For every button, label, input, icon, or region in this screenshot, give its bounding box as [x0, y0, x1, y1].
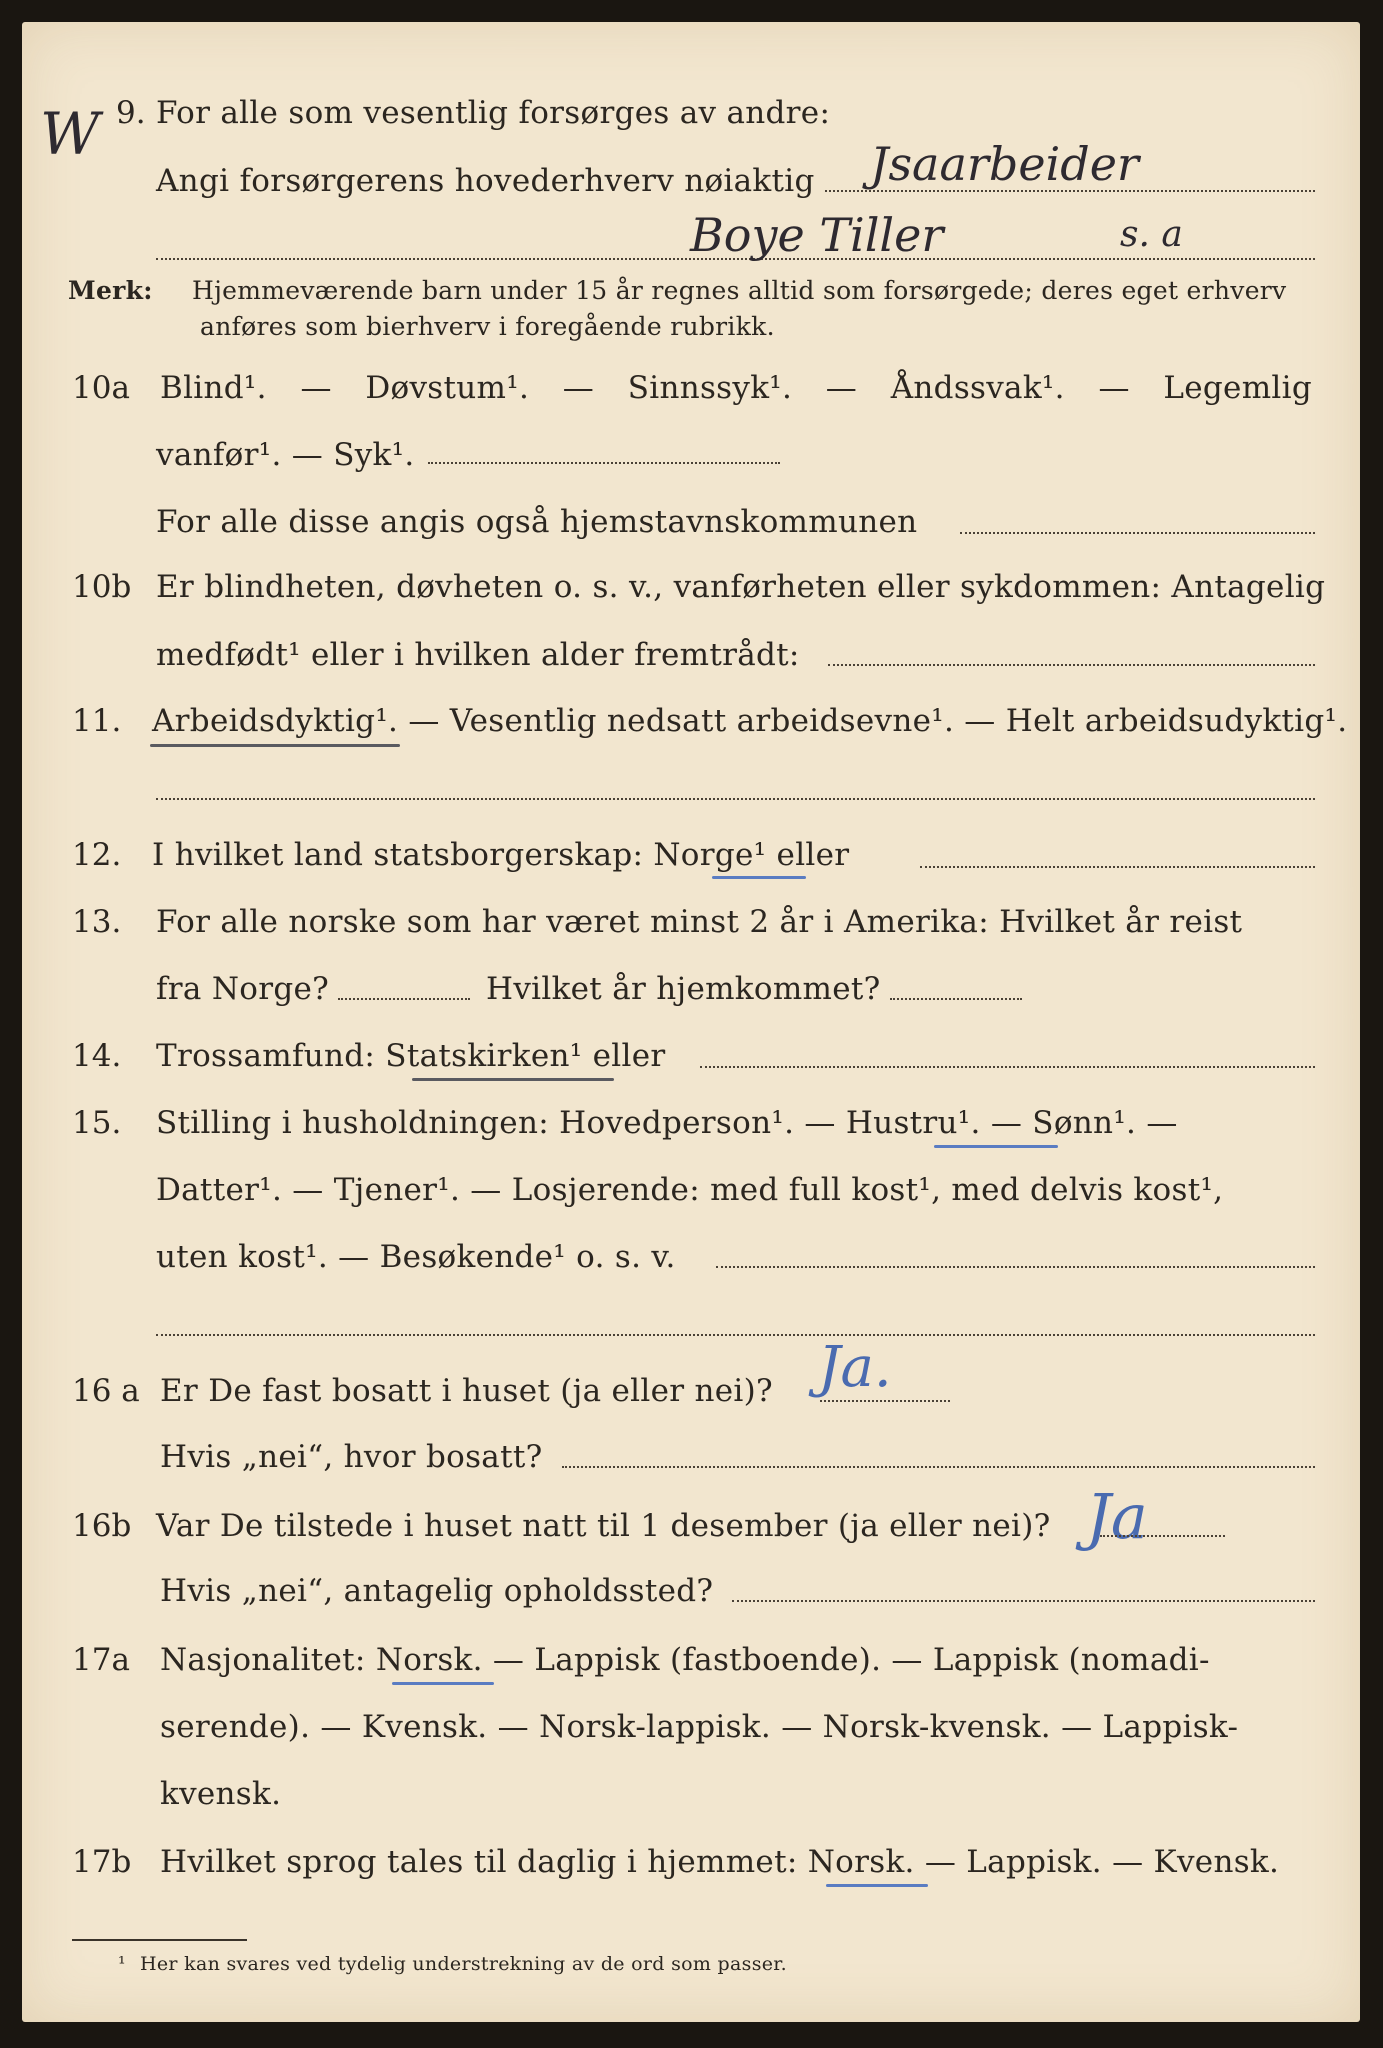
item-10a-number: 10a [72, 370, 130, 406]
item-12-answer-field[interactable] [920, 866, 1315, 868]
option-blind[interactable]: Blind¹. [160, 370, 267, 406]
item-11-answer-field[interactable] [156, 798, 1315, 800]
item-11-selection-underline [150, 744, 400, 747]
item-12-number: 12. [72, 837, 122, 873]
footnote-text: Her kan svares ved tydelig understrekning av de ord som passer. [140, 1953, 787, 1975]
item-10b-line2: medfødt¹ eller i hvilken alder fremtrådt: [156, 637, 800, 673]
item-16b-line2: Hvis „nei“, antagelig opholdssted? [160, 1573, 714, 1609]
item-11-number: 11. [72, 703, 122, 739]
item-17b-question: Hvilket sprog tales til daglig i hjemmet: Norsk. — Lappisk. — Kvensk. [160, 1844, 1280, 1880]
item-14-question: Trossamfund: Statskirken¹ eller [156, 1038, 666, 1074]
item-13-hjemkommet-label: Hvilket år hjemkommet? [486, 971, 881, 1007]
item-9-handwritten-provider: Boye Tiller [690, 208, 944, 262]
item-14-answer-field[interactable] [700, 1066, 1315, 1068]
note-text-line1: Hjemmeværende barn under 15 år regnes alltid som forsørgede; deres eget erhverv [192, 276, 1287, 305]
item-13-hjemkommet-field[interactable] [890, 998, 1022, 1000]
item-16a-handwritten-answer: Ja. [818, 1335, 892, 1400]
item-15-answer-field-2[interactable] [156, 1334, 1315, 1336]
item-17a-line2: serende). — Kvensk. — Norsk-lappisk. — Norsk-kvensk. — Lappisk- [160, 1709, 1239, 1745]
item-12-question: I hvilket land statsborgerskap: Norge¹ eller [152, 837, 850, 873]
item-10b-answer-field[interactable] [828, 664, 1315, 666]
item-10a-hometown-field[interactable] [960, 532, 1315, 534]
item-16b-location-field[interactable] [732, 1600, 1315, 1602]
item-10a-options-line2: vanfør¹. — Syk¹. [156, 437, 415, 473]
option-sinnssyk[interactable]: Sinnssyk¹. [627, 370, 793, 406]
option-dovstum[interactable]: Døvstum¹. [365, 370, 530, 406]
item-12-selection-underline [712, 876, 806, 879]
item-13-line1: For alle norske som har været minst 2 år i Amerika: Hvilket år reist [156, 904, 1243, 940]
item-9-number: 9. [116, 95, 146, 131]
item-17b-number: 17b [72, 1844, 132, 1880]
item-15-line1: Stilling i husholdningen: Hovedperson¹. — Hustru¹. — Sønn¹. — [156, 1105, 1178, 1141]
item-16a-number: 16 a [72, 1373, 140, 1409]
item-15-answer-field[interactable] [716, 1266, 1315, 1268]
item-17b-selection-underline [826, 1884, 928, 1887]
item-10a-options-line1 [160, 370, 1312, 406]
item-16a-line2: Hvis „nei“, hvor bosatt? [160, 1439, 543, 1475]
item-13-number: 13. [72, 904, 122, 940]
item-13-reist-label: fra Norge? [156, 971, 330, 1007]
item-17a-number: 17a [72, 1642, 130, 1678]
item-15-line2: Datter¹. — Tjener¹. — Losjerende: med full kost¹, med delvis kost¹, [156, 1172, 1224, 1208]
dash: — [825, 370, 858, 406]
item-11-options: Arbeidsdyktig¹. — Vesentlig nedsatt arbeidsevne¹. — Helt arbeidsudyktig¹. [152, 703, 1348, 739]
option-legemlig[interactable]: Legemlig [1163, 370, 1312, 406]
item-16b-handwritten-answer: Ja [1086, 1480, 1148, 1553]
note-text-line2: anføres som bierhverv i foregående rubrikk. [200, 312, 775, 341]
item-9-question-line2: Angi forsørgerens hovederhverv nøiaktig [156, 163, 815, 199]
item-10b-number: 10b [72, 569, 132, 605]
footnote-mark: ¹ [118, 1953, 126, 1975]
item-10b-line1: Er blindheten, døvheten o. s. v., vanførheten eller sykdommen: Antagelig [156, 569, 1326, 605]
item-9-handwritten-note: s. a [1120, 214, 1183, 255]
item-17a-line3: kvensk. [160, 1776, 282, 1812]
item-15-number: 15. [72, 1105, 122, 1141]
item-14-number: 14. [72, 1038, 122, 1074]
item-15-selection-underline [934, 1145, 1058, 1148]
margin-mark: W [40, 100, 100, 168]
note-label: Merk: [68, 276, 153, 305]
item-16a-answer-field[interactable] [820, 1400, 950, 1402]
dash: — [562, 370, 595, 406]
item-16b-number: 16b [72, 1508, 132, 1544]
item-15-line3: uten kost¹. — Besøkende¹ o. s. v. [156, 1239, 676, 1275]
item-13-reist-field[interactable] [338, 998, 470, 1000]
footnote-rule [72, 1939, 247, 1941]
item-14-selection-underline [412, 1078, 614, 1081]
item-9-question-line1: For alle som vesentlig forsørges av andre: [156, 95, 831, 131]
dash: — [300, 370, 332, 406]
item-16a-residence-field[interactable] [562, 1466, 1315, 1468]
item-10a-answer-field[interactable] [428, 462, 780, 464]
item-16a-question: Er De fast bosatt i huset (ja eller nei)? [160, 1373, 773, 1409]
item-17a-line1: Nasjonalitet: Norsk. — Lappisk (fastboende). — Lappisk (nomadi- [160, 1642, 1210, 1678]
option-andssvak[interactable]: Åndssvak¹. [890, 370, 1065, 406]
item-16b-question: Var De tilstede i huset natt til 1 desember (ja eller nei)? [156, 1508, 1051, 1544]
dash: — [1098, 370, 1130, 406]
item-17a-selection-underline [392, 1682, 494, 1685]
item-16b-answer-field[interactable] [1100, 1535, 1225, 1537]
item-9-handwritten-occupation: Jsaarbeider [870, 137, 1139, 191]
item-10a-line3: For alle disse angis også hjemstavnskommunen [156, 504, 918, 540]
